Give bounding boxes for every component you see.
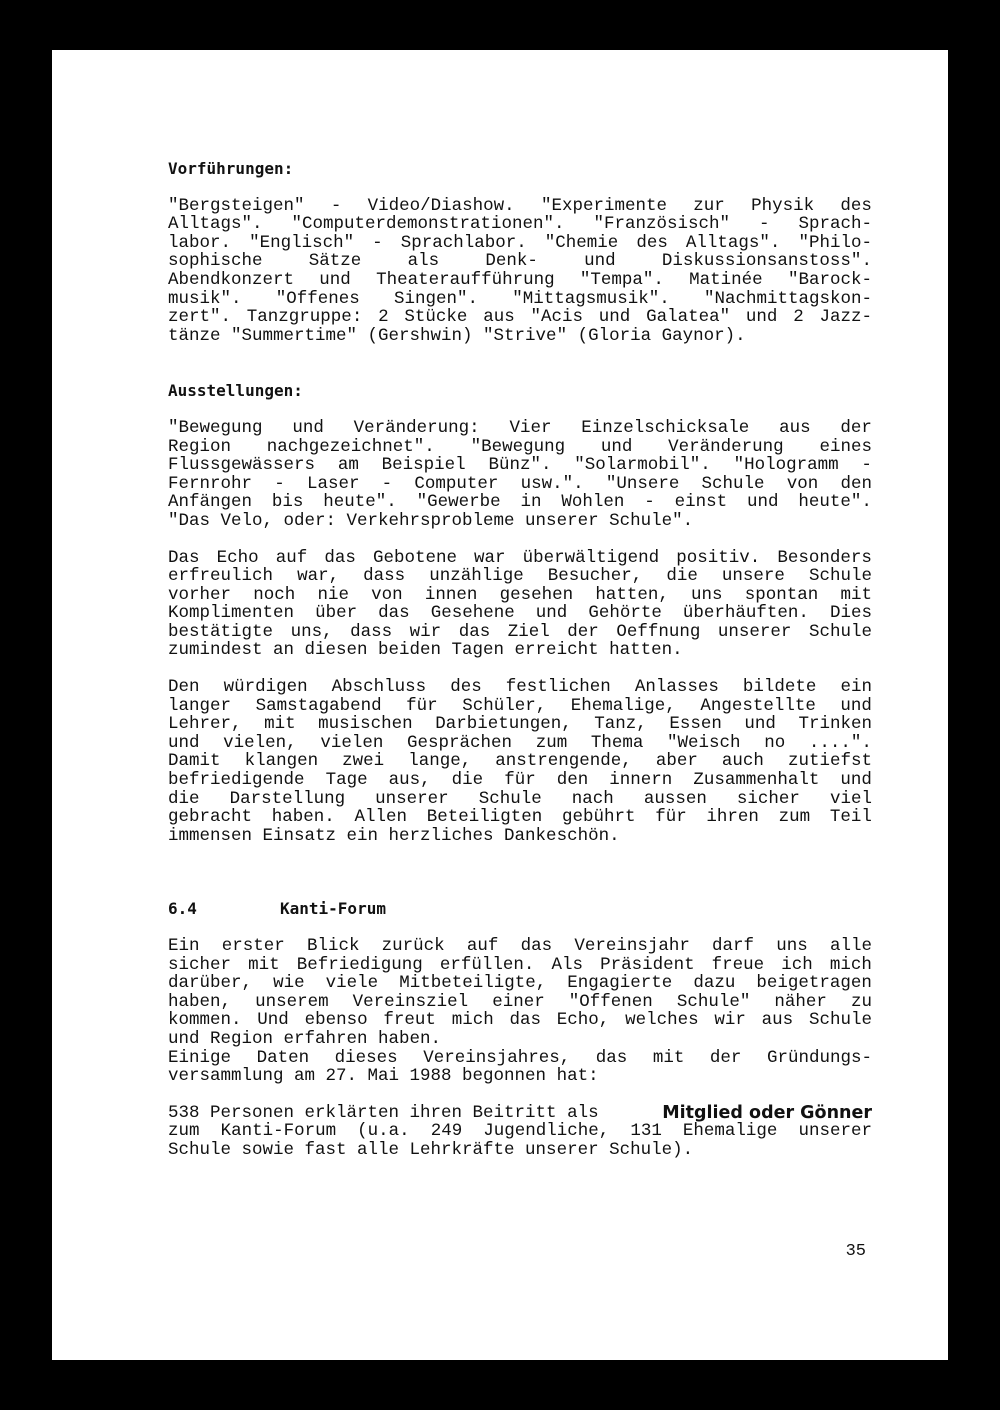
paragraph-abschluss bbox=[168, 678, 872, 845]
text-line: Region nachgezeichnet". "Bewegung und Veränderung eines bbox=[168, 436, 872, 457]
paragraph-vorfuehrungen bbox=[168, 197, 872, 346]
text-line: "Das Velo, oder: Verkehrsprobleme unserer Schule". bbox=[168, 510, 694, 531]
text-line: vorher noch nie von innen gesehen hatten, uns spontan mit bbox=[168, 584, 872, 605]
text-line: sicher mit Befriedigung erfüllen. Als Präsident freue ich mich bbox=[168, 954, 872, 975]
page-content bbox=[168, 160, 872, 1160]
text-line: Den würdigen Abschluss des festlichen Anlasses bildete ein bbox=[168, 677, 872, 698]
paragraph-kanti-forum-mitglieder bbox=[168, 1104, 872, 1160]
text-line: zert". Tanzgruppe: 2 Stücke aus "Acis und Galatea" und 2 Jazz- bbox=[168, 307, 872, 328]
text-line: gebracht haben. Allen Beteiligten gebührt für ihren zum Teil bbox=[168, 807, 872, 828]
text-line: die Darstellung unserer Schule nach aussen sicher viel bbox=[168, 788, 872, 809]
heading-ausstellungen: Ausstellungen: bbox=[168, 381, 303, 401]
text-line: zumindest an diesen beiden Tagen erreicht hatten. bbox=[168, 640, 683, 661]
section-heading-kanti-forum bbox=[168, 900, 872, 919]
text-line bbox=[168, 1104, 872, 1123]
text-line: bestätigte uns, dass wir das Ziel der Oeffnung unserer Schule bbox=[168, 621, 872, 642]
text-line: haben, unserem Vereinsziel einer "Offenen Schule" näher zu bbox=[168, 991, 872, 1012]
text-line: Abendkonzert und Theateraufführung "Tempa". Matinée "Barock- bbox=[168, 269, 872, 290]
text-line: und Region erfahren haben. bbox=[168, 1028, 442, 1049]
text-line: Das Echo auf das Gebotene war überwältigend positiv. Besonders bbox=[168, 547, 872, 568]
text-line: immensen Einsatz ein herzliches Dankeschön. bbox=[168, 825, 620, 846]
paragraph-kanti-forum-daten bbox=[168, 1049, 872, 1086]
text-line: erfreulich war, dass unzählige Besucher, die unsere Schule bbox=[168, 566, 872, 587]
text-line: musik". "Offenes Singen". "Mittagsmusik". "Nachmittagskon- bbox=[168, 288, 872, 309]
section-number: 6.4 bbox=[168, 899, 197, 919]
text-line: Damit klangen zwei lange, anstrengende, aber auch zutiefst bbox=[168, 751, 872, 772]
heading-vorfuehrungen: Vorführungen: bbox=[168, 159, 294, 178]
section-title: Kanti-Forum bbox=[280, 899, 386, 919]
text-line: befriedigende Tage aus, die für den innern Zusammenhalt und bbox=[168, 770, 872, 791]
text-line: Fernrohr - Laser - Computer usw.". "Unsere Schule von den bbox=[168, 473, 872, 494]
text-line: kommen. Und ebenso freut mich das Echo, welches wir aus Schule bbox=[168, 1010, 872, 1031]
paragraph-ausstellungen bbox=[168, 419, 872, 531]
text-line: Einige Daten dieses Vereinsjahres, das mit der Gründungs- bbox=[168, 1047, 872, 1068]
text-line: Lehrer, mit musischen Darbietungen, Tanz, Essen und Trinken bbox=[168, 714, 872, 735]
document-page bbox=[52, 50, 948, 1360]
text-line: sophische Sätze als Denk- und Diskussionsanstoss". bbox=[168, 251, 872, 272]
text-line: "Bewegung und Veränderung: Vier Einzelschicksale aus der bbox=[168, 417, 872, 438]
members-text-bold: Mitglied oder Gönner bbox=[662, 1102, 872, 1123]
members-text-start: 538 Personen erklärten ihren Beitritt als bbox=[168, 1102, 610, 1123]
text-line: versammlung am 27. Mai 1988 begonnen hat: bbox=[168, 1066, 599, 1087]
paragraph-kanti-forum-intro bbox=[168, 937, 872, 1049]
paragraph-echo bbox=[168, 549, 872, 661]
text-line: Komplimenten über das Gesehene und Gehörte überhäuften. Dies bbox=[168, 603, 872, 624]
text-line: und vielen, vielen Gesprächen zum Thema "Weisch no ....". bbox=[168, 732, 872, 753]
text-line: "Bergsteigen" - Video/Diashow. "Experimente zur Physik des bbox=[168, 195, 872, 216]
text-line: tänze "Summertime" (Gershwin) "Strive" (Gloria Gaynor). bbox=[168, 325, 746, 346]
page-number: 35 bbox=[845, 1242, 866, 1261]
members-continuation bbox=[168, 1122, 872, 1159]
text-line: Schule sowie fast alle Lehrkräfte unserer Schule). bbox=[168, 1139, 694, 1160]
text-line: labor. "Englisch" - Sprachlabor. "Chemie des Alltags". "Philo- bbox=[168, 232, 872, 253]
text-line: zum Kanti-Forum (u.a. 249 Jugendliche, 131 Ehemalige unserer bbox=[168, 1121, 872, 1142]
text-line: Alltags". "Computerdemonstrationen". "Französisch" - Sprach- bbox=[168, 214, 872, 235]
text-line: Ein erster Blick zurück auf das Vereinsjahr darf uns alle bbox=[168, 936, 872, 956]
text-line: Flussgewässers am Beispiel Bünz". "Solarmobil". "Hologramm - bbox=[168, 455, 872, 476]
text-line: Anfängen bis heute". "Gewerbe in Wohlen - einst und heute". bbox=[168, 492, 872, 513]
text-line: darüber, wie viele Mitbeteiligte, Engagierte dazu beigetragen bbox=[168, 973, 872, 994]
text-line: langer Samstagabend für Schüler, Ehemalige, Angestellte und bbox=[168, 695, 872, 716]
